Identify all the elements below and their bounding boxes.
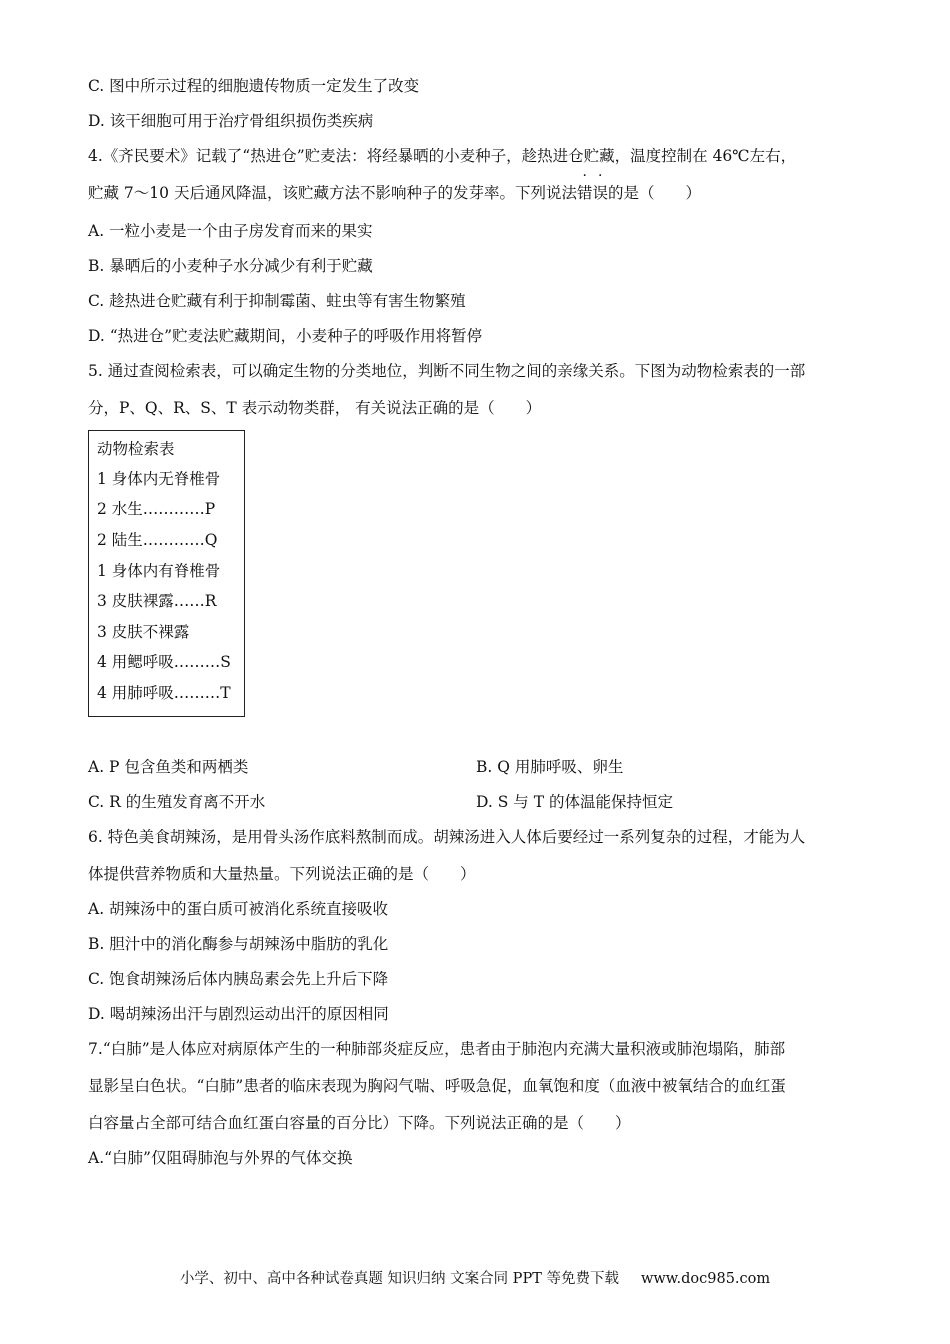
emphasis-char: 误 [592,184,608,202]
q4-stem-after: 的是（ ） [607,184,701,202]
q4-option-c: C. 趁热进仓贮藏有利于抑制霉菌、蛀虫等有害生物繁殖 [88,292,466,310]
q4-stem-line1: 4.《齐民要术》记载了“热进仓”贮麦法：将经暴晒的小麦种子，趁热进仓贮藏，温度控制在 46℃左右， [88,147,797,165]
q7-stem-line3: 白容量占全部可结合血红蛋白容量的百分比）下降。下列说法正确的是（ ） [88,1114,631,1132]
q3-option-d: D. 该干细胞可用于治疗骨组织损伤类疾病 [88,112,374,130]
key-row: 1 身体内无脊椎骨 [97,470,221,488]
emphasis-char: 错 [576,184,593,202]
animal-key-table [88,430,245,717]
key-row: 1 身体内有脊椎骨 [97,562,221,580]
q4-option-a: A. 一粒小麦是一个由子房发育而来的果实 [88,222,373,240]
q6-option-b: B. 胆汁中的消化酶参与胡辣汤中脂肪的乳化 [88,935,389,953]
q3-option-c: C. 图中所示过程的细胞遗传物质一定发生了改变 [88,77,420,95]
q5-stem-line2: 分，P、Q、R、S、T 表示动物类群， 有关说法正确的是（ ） [88,399,542,417]
key-row: 2 水生…………P [97,500,216,518]
footer-text: 小学、初中、高中各种试卷真题 知识归纳 文案合同 PPT 等免费下载 [179,1271,619,1287]
q7-option-a: A.“白肺”仅阻碍肺泡与外界的气体交换 [88,1149,353,1167]
key-row: 3 皮肤裸露……R [97,592,217,610]
footer-url-link[interactable]: www.doc985.com [640,1271,771,1287]
key-row: 4 用鳃呼吸………S [97,653,231,671]
q5-option-a: A. P 包含鱼类和两栖类 [88,758,249,776]
key-row: 2 陆生…………Q [97,531,218,549]
q4-stem-line2 [88,183,701,203]
q6-option-a: A. 胡辣汤中的蛋白质可被消化系统直接吸收 [88,900,389,918]
q6-option-c: C. 饱食胡辣汤后体内胰岛素会先上升后下降 [88,970,389,988]
key-row: 3 皮肤不裸露 [97,623,190,641]
q7-stem-line2: 显影呈白色状。“白肺”患者的临床表现为胸闷气喘、呼吸急促，血氧饱和度（血液中被氧结合的血红蛋 [88,1077,786,1095]
q4-option-d: D. “热进仓”贮麦法贮藏期间，小麦种子的呼吸作用将暂停 [88,327,483,345]
q5-option-c: C. R 的生殖发育离不开水 [88,793,266,811]
q5-option-b: B. Q 用肺呼吸、卵生 [476,758,624,776]
q6-stem-line2: 体提供营养物质和大量热量。下列说法正确的是（ ） [88,865,476,883]
q6-stem-line1: 6. 特色美食胡辣汤，是用骨头汤作底料熬制而成。胡辣汤进入人体后要经过一系列复杂的过程，才能为人 [88,828,806,846]
q4-option-b: B. 暴晒后的小麦种子水分减少有利于贮藏 [88,257,373,275]
q6-option-d: D. 喝胡辣汤出汗与剧烈运动出汗的原因相同 [88,1005,389,1023]
q5-option-d: D. S 与 T 的体温能保持恒定 [476,793,673,811]
key-row: 4 用肺呼吸………T [97,684,231,702]
q5-stem-line1: 5. 通过查阅检索表，可以确定生物的分类地位，判断不同生物之间的亲缘关系。下图为动物检索表的一部 [88,362,806,380]
q4-stem-before: 贮藏 7～10 天后通风降温，该贮藏方法不影响种子的发芽率。下列说法 [88,184,577,202]
key-title: 动物检索表 [97,440,175,458]
page-footer [0,1269,950,1289]
q7-stem-line1: 7.“白肺”是人体应对病原体产生的一种肺部炎症反应，患者由于肺泡内充满大量积液或肺泡塌陷，肺部 [88,1040,786,1058]
